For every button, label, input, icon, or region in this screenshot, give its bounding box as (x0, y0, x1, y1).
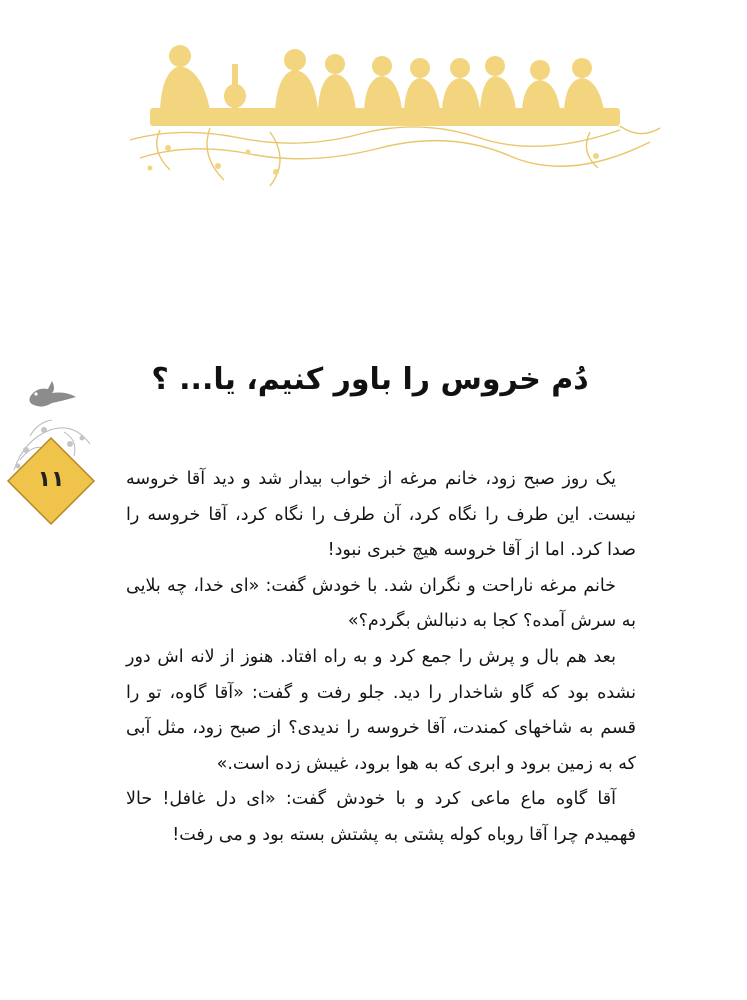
paragraph: خانم مرغه ناراحت و نگران شد. با خودش گفت: «ای خدا، چه بلایی به سرش آمده؟ کجا به دنبالش بگردم؟» (126, 575, 636, 632)
paragraph: یک روز صبح زود، خانم مرغه از خواب بیدار شد و دید آقا خروسه نیست. این طرف را نگاه کرد، آن طرف را نگاه کرد، آقا خروسه را صدا کرد. اما از آقا خروسه هیچ خبری نبود! (126, 469, 636, 561)
page-title: دُم خروس را باور کنیم، یا... ؟ (151, 362, 589, 398)
header-ornament-icon (120, 30, 680, 200)
body-text (126, 462, 636, 854)
paragraph: بعد هم بال و پرش را جمع کرد و به راه افتاد. هنوز از لانه اش دور نشده بود که گاو شاخدار را دید. جلو رفت و گفت: «آقا گاوه، تو را قسم به شاخهای کمندت، آقا خروسه را ندیدی؟ از صبح زود، مثل آبی که به زمین برود و ابری که به هوا برود، غیبش زده است.» (126, 646, 636, 774)
chapter-number: ۱۱ (37, 467, 65, 492)
paragraph: آقا گاوه ماع ماعی کرد و با خودش گفت: «ای دل غافل! حالا فهمیدم چرا آقا روباه کوله پشتی به پشتش بسته بود و می رفت! (126, 789, 636, 845)
